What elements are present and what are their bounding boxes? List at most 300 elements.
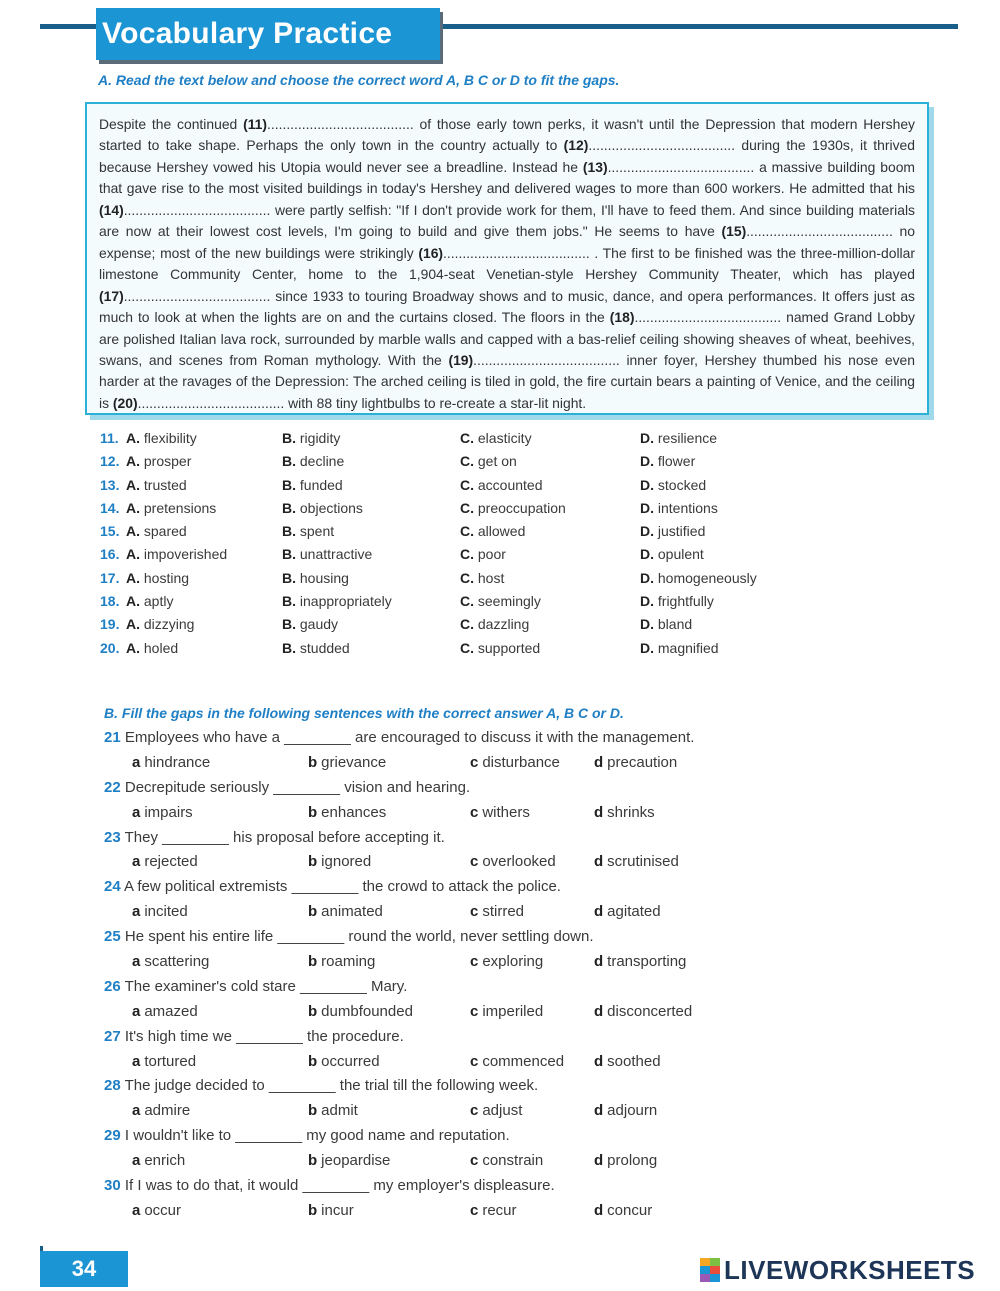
- option-a[interactable]: [126, 593, 173, 609]
- choice-text: grievance: [321, 753, 387, 771]
- choice-text: exploring: [482, 953, 544, 971]
- question-text: vision and hearing.: [344, 778, 471, 796]
- question-text: It's high time we: [124, 1027, 232, 1045]
- choice-letter: d: [594, 853, 604, 871]
- option-letter: C.: [460, 639, 474, 656]
- choice-letter: c: [470, 853, 479, 871]
- option-text: homogeneously: [657, 569, 757, 586]
- option-text: supported: [477, 639, 541, 656]
- question-number: 23: [104, 828, 121, 846]
- option-text: resilience: [657, 430, 718, 446]
- option-b[interactable]: [282, 523, 334, 539]
- section-b-instruction: B. Fill the gaps in the following sentences with the correct answer A, B C or D.: [104, 705, 624, 721]
- choice-text: impairs: [144, 803, 193, 821]
- choice-letter: a: [132, 853, 141, 871]
- choice-c[interactable]: [470, 1152, 543, 1169]
- choice-d[interactable]: [594, 853, 679, 870]
- question-number: 15.: [100, 523, 120, 540]
- option-letter: A.: [126, 616, 140, 633]
- question-text: are encouraged to discuss it with the management.: [355, 729, 695, 746]
- choice-letter: d: [594, 1201, 604, 1219]
- option-letter: B.: [282, 430, 296, 446]
- question-number: 12.: [100, 453, 120, 470]
- choice-letter: a: [132, 803, 141, 821]
- choice-a[interactable]: [132, 953, 209, 970]
- question-number: 21: [104, 729, 121, 746]
- choice-letter: b: [308, 853, 318, 871]
- option-c[interactable]: [460, 453, 517, 469]
- question-line: [104, 928, 694, 953]
- choice-d[interactable]: [594, 804, 655, 821]
- question-line: [104, 729, 694, 754]
- choice-text: admit: [321, 1102, 358, 1120]
- option-letter: D.: [640, 593, 654, 610]
- choice-text: prolong: [607, 1152, 658, 1170]
- option-text: get on: [477, 453, 517, 470]
- option-c[interactable]: [460, 570, 504, 586]
- option-letter: D.: [640, 569, 654, 586]
- choice-c[interactable]: [470, 903, 524, 920]
- option-letter: C.: [460, 523, 474, 540]
- choice-text: occur: [144, 1201, 182, 1219]
- answer-gap[interactable]: ________: [235, 1127, 303, 1145]
- choice-d[interactable]: [594, 1003, 692, 1020]
- option-letter: D.: [640, 523, 654, 540]
- choice-text: enhances: [321, 803, 387, 821]
- option-letter: C.: [460, 430, 474, 446]
- choice-text: animated: [321, 903, 383, 921]
- option-letter: A.: [126, 569, 140, 586]
- option-a[interactable]: [126, 477, 187, 493]
- option-text: poor: [477, 546, 506, 563]
- choice-text: withers: [482, 803, 530, 821]
- choice-letter: b: [308, 1002, 318, 1020]
- answer-line: [104, 953, 694, 978]
- choice-letter: a: [132, 1102, 141, 1120]
- question-text: my employer's displeasure.: [373, 1177, 555, 1195]
- passage-text: ...................................... of those early town perks, it wasn't until the Depression that modern Hershey started to take shape. Perhaps the only town in the country actually to: [99, 116, 915, 154]
- option-text: host: [477, 569, 505, 586]
- choice-d[interactable]: [594, 953, 686, 970]
- option-c[interactable]: [460, 500, 566, 516]
- question-text: round the world, never settling down.: [348, 928, 594, 946]
- option-text: preoccupation: [477, 499, 566, 516]
- option-d[interactable]: [640, 430, 717, 446]
- choice-letter: d: [594, 1052, 604, 1070]
- choice-a[interactable]: [132, 1053, 196, 1070]
- choice-letter: b: [308, 753, 318, 771]
- question-number: 27: [104, 1027, 121, 1045]
- question-text: my good name and reputation.: [306, 1127, 510, 1145]
- option-text: decline: [299, 453, 345, 470]
- option-c[interactable]: [460, 616, 529, 632]
- question-number: 29: [104, 1127, 121, 1145]
- choice-d[interactable]: [594, 1152, 657, 1169]
- choice-d[interactable]: [594, 1102, 657, 1119]
- answer-gap[interactable]: ________: [291, 878, 359, 896]
- choice-text: hindrance: [144, 753, 211, 771]
- option-letter: D.: [640, 639, 654, 656]
- option-text: rigidity: [299, 430, 341, 446]
- gap-number: (19): [448, 351, 474, 368]
- choice-c[interactable]: [470, 754, 560, 771]
- option-b[interactable]: [282, 640, 350, 656]
- option-text: elasticity: [477, 430, 532, 446]
- choice-b[interactable]: [308, 953, 375, 970]
- option-d[interactable]: [640, 523, 705, 539]
- question-number: 17.: [100, 569, 120, 586]
- answer-gap[interactable]: ________: [273, 778, 341, 796]
- option-a[interactable]: [126, 546, 227, 562]
- option-c[interactable]: [460, 593, 541, 609]
- question-number: 16.: [100, 546, 120, 563]
- choice-text: tortured: [144, 1052, 197, 1070]
- option-letter: C.: [460, 569, 474, 586]
- gap-number: (16): [418, 244, 444, 261]
- option-text: magnified: [657, 639, 719, 656]
- option-d[interactable]: [640, 453, 695, 469]
- option-b[interactable]: [282, 477, 343, 493]
- option-letter: C.: [460, 546, 474, 563]
- option-a[interactable]: [126, 616, 194, 632]
- question-number: 25: [104, 928, 121, 946]
- choice-c[interactable]: [470, 853, 556, 870]
- choice-c[interactable]: [470, 804, 530, 821]
- choice-a[interactable]: [132, 754, 210, 771]
- question-line: [104, 1028, 694, 1053]
- answer-line: [104, 1152, 694, 1177]
- option-letter: C.: [460, 453, 474, 470]
- answer-line: [104, 1053, 694, 1078]
- option-text: frightfully: [657, 593, 714, 610]
- choice-d[interactable]: [594, 754, 677, 771]
- answer-gap[interactable]: ________: [162, 828, 229, 846]
- option-text: stocked: [657, 476, 707, 493]
- question-line: [104, 1177, 694, 1202]
- question-line: [104, 829, 694, 854]
- option-text: spent: [299, 523, 335, 540]
- passage-text: ...................................... inner foyer, Hershey thumbed his nose even harder at the ravages of the Depression: The arched ceiling is tiled in gold, the fire curtain bears a painting of Venice, and the ceiling is: [99, 351, 915, 411]
- option-b[interactable]: [282, 430, 340, 446]
- option-d[interactable]: [640, 570, 757, 586]
- choice-letter: c: [470, 1152, 479, 1170]
- option-a[interactable]: [126, 523, 187, 539]
- option-text: intentions: [657, 499, 718, 516]
- page-number: 34: [40, 1251, 128, 1287]
- option-text: funded: [299, 476, 343, 493]
- option-text: aptly: [143, 593, 174, 610]
- question-text: I wouldn't like to: [124, 1127, 232, 1145]
- option-text: impoverished: [143, 546, 228, 563]
- option-text: pretensions: [143, 499, 217, 516]
- question-line: [104, 978, 694, 1003]
- choice-letter: a: [132, 1152, 141, 1170]
- choice-text: roaming: [321, 953, 376, 971]
- choice-text: dumbfounded: [321, 1002, 413, 1020]
- question-number: 11.: [100, 430, 119, 446]
- choice-text: agitated: [607, 903, 661, 921]
- choice-letter: c: [470, 953, 479, 971]
- choice-text: enrich: [144, 1152, 186, 1170]
- option-letter: B.: [282, 593, 296, 610]
- option-letter: D.: [640, 546, 654, 563]
- option-letter: B.: [282, 523, 296, 540]
- choice-a[interactable]: [132, 903, 188, 920]
- choice-c[interactable]: [470, 1053, 564, 1070]
- choice-c[interactable]: [470, 953, 543, 970]
- question-number: 24: [104, 878, 121, 896]
- choice-d[interactable]: [594, 1053, 661, 1070]
- page-title: Vocabulary Practice: [102, 17, 393, 50]
- option-c[interactable]: [460, 523, 525, 539]
- section-a-instruction: A. Read the text below and choose the correct word A, B C or D to fit the gaps.: [98, 72, 620, 88]
- question-text: They: [124, 828, 158, 846]
- option-letter: B.: [282, 569, 296, 586]
- option-text: inappropriately: [299, 593, 392, 610]
- option-text: holed: [143, 639, 179, 656]
- choice-letter: c: [470, 1102, 479, 1120]
- option-b[interactable]: [282, 453, 344, 469]
- choice-letter: d: [594, 953, 604, 971]
- option-text: allowed: [477, 523, 526, 540]
- choice-text: transporting: [607, 953, 687, 971]
- choice-text: shrinks: [607, 803, 655, 821]
- choice-text: incited: [144, 903, 188, 921]
- choice-b[interactable]: [308, 1102, 358, 1119]
- gap-number: (20): [112, 394, 138, 411]
- option-letter: C.: [460, 593, 474, 610]
- choice-letter: d: [594, 1152, 604, 1170]
- choice-text: stirred: [482, 903, 525, 921]
- option-d[interactable]: [640, 640, 719, 656]
- passage-text: Despite the continued: [99, 116, 244, 132]
- option-b[interactable]: [282, 546, 372, 562]
- section-b-questions: [104, 729, 694, 1227]
- choice-letter: b: [308, 903, 318, 921]
- choice-letter: d: [594, 1102, 604, 1120]
- question-text: the procedure.: [307, 1027, 404, 1045]
- option-letter: A.: [126, 499, 140, 516]
- choice-a[interactable]: [132, 1102, 190, 1119]
- question-number: 18.: [100, 593, 120, 610]
- choice-b[interactable]: [308, 1053, 380, 1070]
- option-text: spared: [143, 523, 187, 540]
- option-text: dizzying: [143, 616, 195, 633]
- option-letter: D.: [640, 430, 654, 446]
- option-c[interactable]: [460, 546, 506, 562]
- option-letter: A.: [126, 546, 140, 563]
- gap-number: (15): [721, 223, 747, 240]
- choice-letter: d: [594, 1002, 604, 1020]
- option-b[interactable]: [282, 616, 338, 632]
- option-d[interactable]: [640, 616, 692, 632]
- passage-text: ...................................... no expense; most of the new buildings were strikingly: [99, 223, 915, 261]
- option-a[interactable]: [126, 640, 178, 656]
- choice-letter: c: [470, 1002, 479, 1020]
- choice-letter: a: [132, 1002, 141, 1020]
- passage-text: ...................................... were partly selfish: "If I don't provide work for them, I'll have to feed them. And since building materials are now at their lowest cost levels, I'm going to build and give them jobs." He seems to have: [99, 201, 915, 240]
- option-letter: D.: [640, 453, 654, 470]
- choice-letter: d: [594, 803, 604, 821]
- choice-letter: d: [594, 753, 604, 771]
- choice-text: ignored: [321, 853, 372, 871]
- option-letter: D.: [640, 476, 654, 493]
- answer-gap[interactable]: ________: [302, 1177, 370, 1195]
- choice-letter: c: [470, 753, 479, 771]
- choice-text: amazed: [144, 1002, 198, 1020]
- option-c[interactable]: [460, 640, 540, 656]
- option-b[interactable]: [282, 500, 363, 516]
- question-number: 14.: [100, 499, 120, 516]
- choice-c[interactable]: [470, 1102, 522, 1119]
- option-text: opulent: [657, 546, 704, 563]
- choice-a[interactable]: [132, 853, 198, 870]
- choice-text: recur: [482, 1201, 517, 1219]
- passage-text: ...................................... . The first to be finished was the three-million-dollar limestone Community Center, home to the 1,904-seat Venetian-style Hershey Community Theater, which has played: [99, 244, 915, 283]
- choice-letter: b: [308, 953, 318, 971]
- brand-text: LIVEWORKSHEETS: [724, 1254, 976, 1285]
- option-d[interactable]: [640, 593, 714, 609]
- question-text: The examiner's cold stare: [124, 977, 296, 995]
- gap-number: (11): [243, 116, 268, 132]
- choice-letter: c: [470, 1052, 479, 1070]
- option-a[interactable]: [126, 453, 191, 469]
- question-line: [104, 878, 694, 903]
- choice-d[interactable]: [594, 903, 661, 920]
- option-d[interactable]: [640, 546, 704, 562]
- choice-b[interactable]: [308, 903, 383, 920]
- option-letter: B.: [282, 546, 296, 563]
- choice-b[interactable]: [308, 853, 371, 870]
- choice-letter: b: [308, 1201, 318, 1219]
- option-text: housing: [299, 569, 349, 586]
- answer-line: [104, 804, 694, 829]
- choice-b[interactable]: [308, 1202, 354, 1219]
- choice-text: incur: [321, 1201, 354, 1219]
- choice-b[interactable]: [308, 754, 386, 771]
- question-text: the crowd to attack the police.: [362, 878, 561, 896]
- choice-c[interactable]: [470, 1202, 517, 1219]
- option-text: bland: [657, 616, 693, 633]
- answer-gap[interactable]: ________: [284, 729, 351, 746]
- option-d[interactable]: [640, 477, 706, 493]
- choice-text: jeopardise: [321, 1152, 391, 1170]
- option-letter: D.: [640, 499, 654, 516]
- passage-text: ...................................... since 1933 to touring Broadway shows and to music, dance, and opera performances. It offers just as much to look at when the lights are on and the curtains closed. The floors in the: [99, 287, 915, 326]
- option-a[interactable]: [126, 430, 197, 446]
- option-a[interactable]: [126, 570, 189, 586]
- choice-a[interactable]: [132, 1003, 198, 1020]
- option-text: studded: [299, 639, 350, 656]
- gap-number: (13): [582, 158, 608, 175]
- choice-text: adjust: [482, 1102, 523, 1120]
- choice-b[interactable]: [308, 1003, 413, 1020]
- passage-text: ...................................... named Grand Lobby are polished Italian lava rock, surrounded by marble walls and capped with a bas-relief ceiling showing sheaves of wheat, beehives, swans, and scenes from Roman mythology. With the: [99, 309, 916, 368]
- choice-text: scattering: [144, 953, 210, 971]
- option-text: accounted: [477, 476, 543, 493]
- choice-letter: a: [132, 953, 141, 971]
- option-text: gaudy: [299, 616, 339, 633]
- option-text: justified: [657, 523, 706, 540]
- question-text: the trial till the following week.: [339, 1077, 539, 1095]
- option-letter: C.: [460, 499, 474, 516]
- option-text: trusted: [143, 476, 187, 493]
- question-text: If I was to do that, it would: [124, 1177, 299, 1195]
- question-text: Employees who have a: [124, 729, 280, 746]
- answer-gap[interactable]: ________: [268, 1077, 336, 1095]
- choice-text: overlooked: [482, 853, 556, 871]
- choice-c[interactable]: [470, 1003, 543, 1020]
- gap-number: (14): [99, 201, 124, 218]
- option-text: hosting: [143, 569, 190, 586]
- answer-line: [104, 754, 694, 779]
- choice-text: admire: [144, 1102, 191, 1120]
- choice-letter: c: [470, 803, 479, 821]
- question-number: 26: [104, 977, 121, 995]
- choice-a[interactable]: [132, 804, 193, 821]
- choice-text: commenced: [482, 1052, 565, 1070]
- choice-a[interactable]: [132, 1202, 181, 1219]
- answer-line: [104, 1202, 694, 1227]
- question-line: [104, 1127, 694, 1152]
- gap-number: (12): [563, 137, 589, 154]
- title-banner: [96, 8, 440, 60]
- question-number: 28: [104, 1077, 121, 1095]
- answer-gap[interactable]: ________: [300, 977, 367, 995]
- choice-letter: b: [308, 1152, 318, 1170]
- answer-line: [104, 903, 694, 928]
- answer-gap[interactable]: ________: [277, 928, 345, 946]
- choice-text: soothed: [607, 1052, 661, 1070]
- passage-text: ...................................... during the 1930s, it thrived because Hershey vowed his Utopia would never see a breadline. Instead he: [99, 137, 915, 175]
- question-text: Mary.: [370, 977, 408, 995]
- choice-text: disconcerted: [607, 1002, 693, 1020]
- option-a[interactable]: [126, 500, 216, 516]
- choice-letter: b: [308, 803, 318, 821]
- choice-text: precaution: [607, 753, 678, 771]
- option-letter: B.: [282, 616, 296, 633]
- choice-text: scrutinised: [607, 853, 679, 871]
- option-b[interactable]: [282, 570, 349, 586]
- choice-text: occurred: [321, 1052, 380, 1070]
- choice-d[interactable]: [594, 1202, 652, 1219]
- gap-number: (18): [609, 309, 635, 326]
- option-d[interactable]: [640, 500, 718, 516]
- choice-b[interactable]: [308, 804, 386, 821]
- question-number: 19.: [100, 616, 120, 633]
- passage-text: ...................................... a massive building boom that gave rise to the most visited buildings in today's Hershey and delivered wages to more than 600 workers. He admitted that his: [99, 158, 915, 197]
- option-letter: B.: [282, 476, 296, 493]
- option-c[interactable]: [460, 430, 532, 446]
- choice-letter: a: [132, 753, 141, 771]
- choice-letter: b: [308, 1102, 318, 1120]
- choice-letter: a: [132, 1052, 141, 1070]
- option-c[interactable]: [460, 477, 543, 493]
- question-text: Decrepitude seriously: [124, 778, 270, 796]
- answer-gap[interactable]: ________: [236, 1027, 303, 1045]
- liveworksheets-logo-icon: [700, 1258, 720, 1282]
- choice-letter: c: [470, 903, 479, 921]
- option-letter: A.: [126, 593, 140, 610]
- option-letter: B.: [282, 499, 296, 516]
- option-b[interactable]: [282, 593, 392, 609]
- liveworksheets-brand: [700, 1255, 975, 1285]
- option-text: dazzling: [477, 616, 530, 633]
- choice-b[interactable]: [308, 1152, 390, 1169]
- reading-passage: [85, 102, 929, 415]
- choice-a[interactable]: [132, 1152, 185, 1169]
- option-letter: A.: [126, 523, 140, 540]
